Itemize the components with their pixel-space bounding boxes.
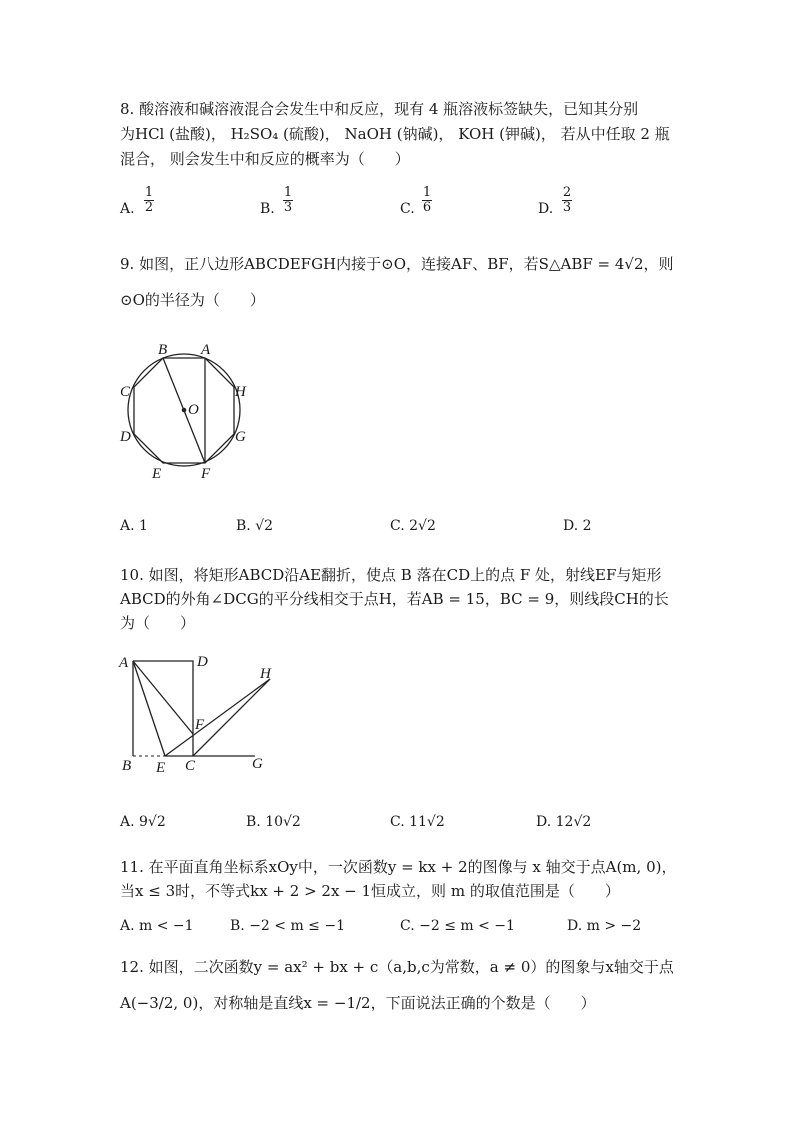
ray-efh xyxy=(165,679,270,756)
q9-line-2: ⊙O的半径为（ ） xyxy=(120,291,265,309)
fraction: 1 3 xyxy=(283,185,293,215)
q10-option-b: B. 10√2 xyxy=(246,814,301,830)
label-e: E xyxy=(156,760,166,775)
q10-line-1: 10. 如图，将矩形ABCD沿AE翻折，使点 B 落在CD上的点 F 处，射线EF与矩形 xyxy=(120,566,662,584)
q9-option-d: D. 2 xyxy=(563,518,592,534)
label-h: H xyxy=(235,384,246,400)
fraction: 1 2 xyxy=(144,185,154,215)
fraction: 2 3 xyxy=(562,185,572,215)
segment-af xyxy=(133,661,193,734)
center-point xyxy=(182,408,187,413)
label-f: F xyxy=(195,717,205,733)
octagon-figure xyxy=(110,340,260,485)
rectangle-fold-figure xyxy=(115,650,280,775)
q10-option-d: D. 12√2 xyxy=(536,814,592,830)
label-o: O xyxy=(188,402,199,418)
q9-option-a: A. 1 xyxy=(120,518,148,534)
q11-option-b: B. −2 < m ≤ −1 xyxy=(230,918,346,934)
q10-option-a: A. 9√2 xyxy=(120,814,166,830)
q11-line-1: 11. 在平面直角坐标系xOy中，一次函数y = kx + 2的图像与 x 轴交于点A(m, 0)， xyxy=(120,858,677,876)
q11-option-a: A. m < −1 xyxy=(120,918,194,934)
label-g: G xyxy=(235,429,246,445)
label-g: G xyxy=(252,756,263,772)
label-c: C xyxy=(185,758,196,774)
q9-line-1: 9. 如图，正八边形ABCDEFGH内接于⊙O，连接AF、BF，若S△ABF = 4√2，则 xyxy=(120,255,674,273)
q12-line-1: 12. 如图，二次函数y = ax² + bx + c（a,b,c为常数，a ≠ 0）的图象与x轴交于点 xyxy=(120,958,674,976)
label-b: B xyxy=(158,342,168,358)
q9-option-c: C. 2√2 xyxy=(390,518,436,534)
q12-line-2: A(−3/2, 0)，对称轴是直线x = −1/2，下面说法正确的个数是（ ） xyxy=(120,994,596,1012)
fraction: 1 6 xyxy=(422,185,432,215)
label-f: F xyxy=(201,466,211,482)
q9-option-b: B. √2 xyxy=(236,518,274,534)
label-a: A xyxy=(201,342,211,358)
q10-line-3: 为（ ） xyxy=(120,614,196,632)
q11-option-c: C. −2 ≤ m < −1 xyxy=(400,918,515,934)
q8-line-2: 为HCl (盐酸)， H₂SO₄ (硫酸)， NaOH (钠碱)， KOH (钾碱)， 若从中任取 2 瓶 xyxy=(120,125,670,143)
label-b: B xyxy=(122,758,132,774)
q10-line-2: ABCD的外角∠DCG的平分线相交于点H，若AB = 15，BC = 9，则线段CH的长 xyxy=(120,590,669,608)
label-e: E xyxy=(152,466,162,482)
bisector-ch xyxy=(193,679,270,756)
label-c: C xyxy=(120,384,131,400)
label-d: D xyxy=(197,654,208,670)
q11-option-d: D. m > −2 xyxy=(567,918,642,934)
q11-line-2: 当x ≤ 3时，不等式kx + 2 > 2x − 1恒成立，则 m 的取值范围是（ ） xyxy=(120,882,620,900)
label-d: D xyxy=(120,429,131,445)
label-a: A xyxy=(119,655,129,671)
segment-ae xyxy=(133,661,165,756)
q10-option-c: C. 11√2 xyxy=(390,814,445,830)
q8-line-3: 混合， 则会发生中和反应的概率为（ ） xyxy=(120,150,410,168)
q8-line-1: 8. 酸溶液和碱溶液混合会发生中和反应，现有 4 瓶溶液标签缺失，已知其分别 xyxy=(120,100,639,118)
label-h: H xyxy=(260,666,271,682)
